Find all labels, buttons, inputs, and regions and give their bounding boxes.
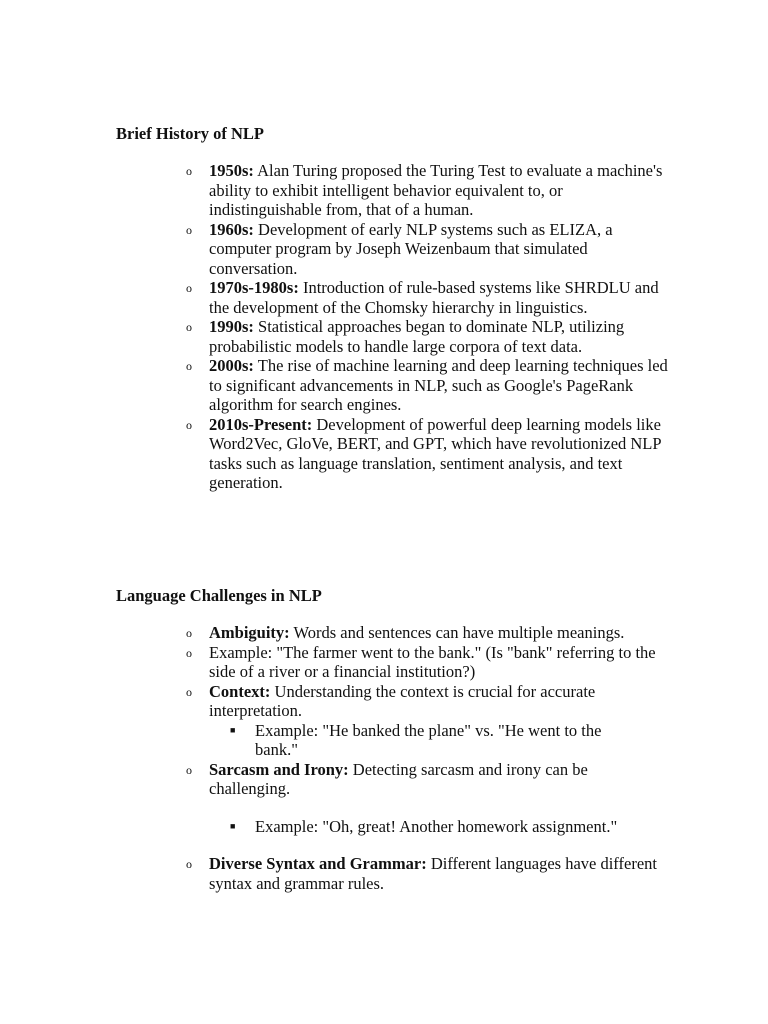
list-item (0, 415, 669, 493)
section-heading-history: Brief History of NLP (116, 124, 265, 143)
item-term: 1970s-1980s: (209, 278, 299, 297)
item-text: Development of early NLP systems such as ELIZA, a computer program by Joseph Weizenbaum that simulated conversation. (209, 219, 613, 278)
list-item (0, 161, 669, 220)
list-item (0, 278, 669, 317)
list-item (0, 623, 669, 643)
hollow-bullet-icon: o (186, 359, 192, 373)
item-term: Diverse Syntax and Grammar: (209, 854, 427, 873)
list-item (0, 643, 669, 682)
hollow-bullet-icon: o (186, 762, 192, 777)
spacer (0, 799, 669, 817)
item-text: The rise of machine learning and deep learning techniques led to significant advancements in NLP, such as Google's PageRank algorithm for search engines. (209, 356, 668, 414)
sub-item-text: Example: "Oh, great! Another homework assignment." (255, 816, 618, 836)
list-item (0, 682, 669, 721)
item-term: 1950s: (209, 161, 254, 180)
item-term: Context: (209, 681, 271, 701)
list-item (0, 854, 669, 893)
hollow-bullet-icon: o (186, 281, 192, 295)
square-bullet-icon: ■ (230, 820, 236, 831)
challenges-list (0, 623, 669, 893)
sub-item-text: Example: "He banked the plane" vs. "He went to the bank." (255, 720, 602, 759)
section-heading-challenges: Language Challenges in NLP (116, 586, 322, 605)
item-term: 2000s: (209, 356, 254, 375)
hollow-bullet-icon: o (186, 645, 192, 660)
history-list (0, 161, 669, 493)
hollow-bullet-icon: o (186, 222, 192, 237)
sub-list-item (0, 817, 645, 837)
item-term: 1960s: (209, 219, 254, 239)
list-item (0, 760, 669, 799)
spacer (0, 836, 669, 854)
square-bullet-icon: ■ (230, 724, 236, 735)
item-text: Different languages have different syntax and grammar rules. (209, 854, 657, 893)
item-text: Development of powerful deep learning models like Word2Vec, GloVe, BERT, and GPT, which have revolutionized NLP tasks such as language translation, sentiment analysis, and text generation. (209, 414, 661, 492)
item-text: Alan Turing proposed the Turing Test to evaluate a machine's ability to exhibit intelligent behavior equivalent to, or indistinguishable from, that of a human. (209, 161, 663, 219)
hollow-bullet-icon: o (186, 626, 192, 640)
item-text: Detecting sarcasm and irony can be challenging. (209, 759, 588, 798)
sub-list-item (0, 721, 645, 760)
list-item (0, 317, 669, 356)
item-text: Understanding the context is crucial for accurate interpretation. (209, 681, 596, 720)
hollow-bullet-icon: o (186, 417, 192, 432)
hollow-bullet-icon: o (186, 320, 192, 334)
list-item (0, 220, 669, 279)
hollow-bullet-icon: o (186, 164, 192, 178)
item-term: 2010s-Present: (209, 414, 313, 434)
item-text: Introduction of rule-based systems like SHRDLU and the development of the Chomsky hierarchy in linguistics. (209, 278, 659, 317)
item-text: Words and sentences can have multiple meanings. (289, 623, 625, 642)
item-term: 1990s: (209, 317, 254, 336)
item-term: Ambiguity: (209, 623, 290, 642)
item-text: Statistical approaches began to dominate NLP, utilizing probabilistic models to handle large corpora of text data. (209, 317, 625, 356)
hollow-bullet-icon: o (186, 684, 192, 699)
item-text: Example: "The farmer went to the bank." (Is "bank" referring to the side of a river or a financial institution?) (209, 642, 656, 681)
hollow-bullet-icon: o (186, 857, 192, 871)
item-term: Sarcasm and Irony: (209, 759, 349, 779)
list-item (0, 356, 669, 415)
